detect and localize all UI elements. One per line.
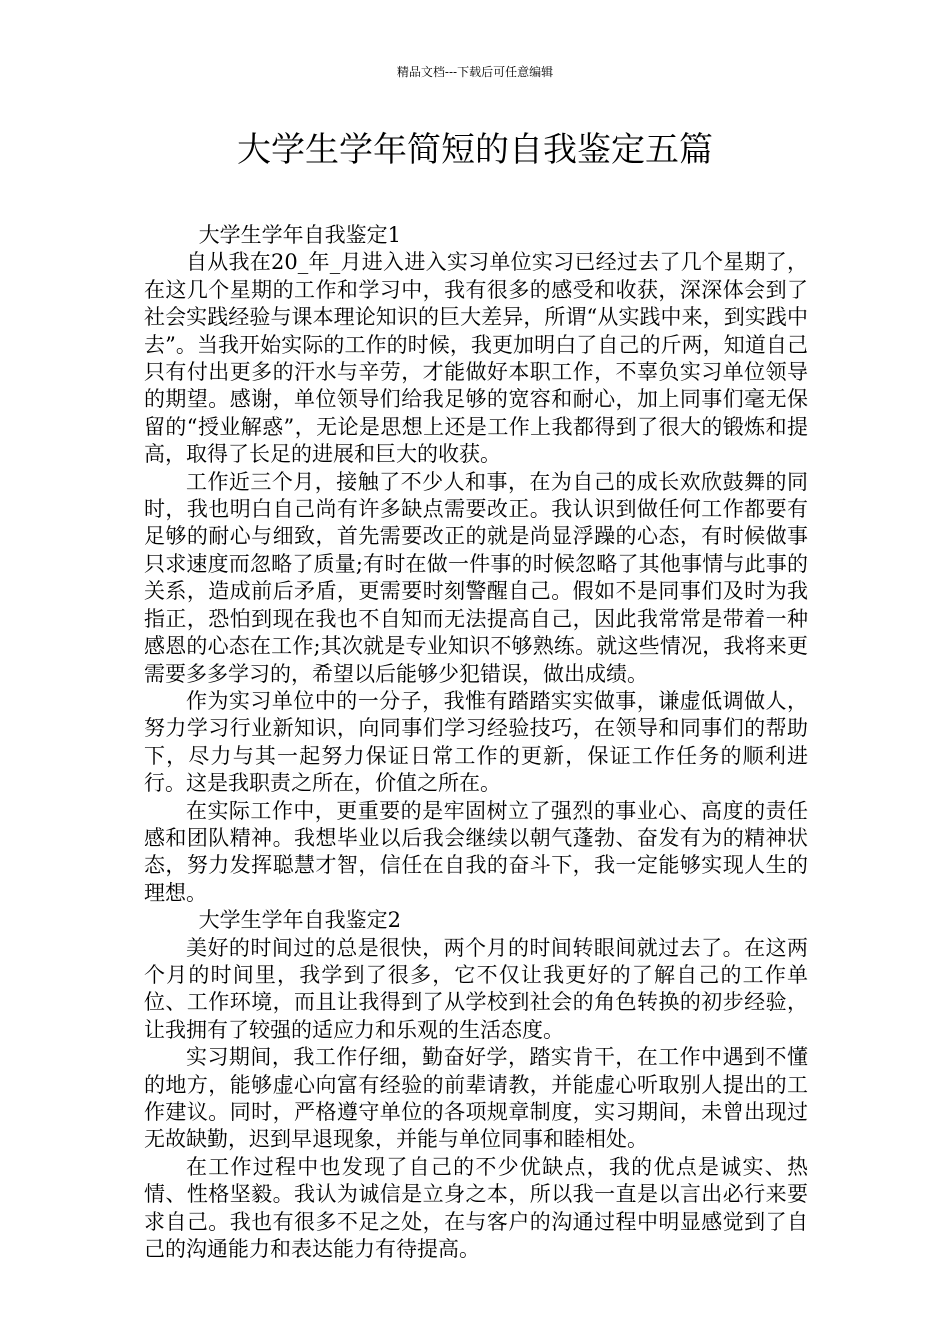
paragraph: 作为实习单位中的一分子，我惟有踏踏实实做事，谦虚低调做人，努力学习行业新知识，向同事们学习经验技巧，在领导和同事们的帮助下，尽力与其一起努力保证日常工作的更新，保证工作任务的顺利进行。这是我职责之所在，价值之所在。 <box>144 688 808 796</box>
paragraph: 在工作过程中也发现了自己的不少优缺点，我的优点是诚实、热情、性格坚毅。我认为诚信是立身之本，所以我一直是以言出必行来要求自己。我也有很多不足之处，在与客户的沟通过程中明显感觉到了自己的沟通能力和表达能力有待提高。 <box>144 1154 808 1262</box>
paragraph: 自从我在20_年_月进入进入实习单位实习已经过去了几个星期了，在这几个星期的工作和学习中，我有很多的感受和收获，深深体会到了社会实践经验与课本理论知识的巨大差异，所谓“从实践中来，到实践中去”。当我开始实际的工作的时候，我更加明白了自己的斤两，知道自己只有付出更多的汗水与辛劳，才能做好本职工作，不辜负实习单位领导的期望。感谢，单位领导们给我足够的宽容和耐心，加上同事们毫无保留的“授业解惑”，无论是思想上还是工作上我都得到了很大的锻炼和提高，取得了长足的进展和巨大的收获。 <box>144 250 808 467</box>
document-body <box>144 222 808 1263</box>
paragraph: 工作近三个月，接触了不少人和事，在为自己的成长欢欣鼓舞的同时，我也明白自己尚有许多缺点需要改正。我认识到做任何工作都要有足够的耐心与细致，首先需要改正的就是尚显浮躁的心态，有时候做事只求速度而忽略了质量;有时在做一件事的时候忽略了其他事情与此事的关系，造成前后矛盾，更需要时刻警醒自己。假如不是同事们及时为我指正，恐怕到现在我也不自知而无法提高自己，因此我常常是带着一种感恩的心态在工作;其次就是专业知识不够熟练。就这些情况，我将来更需要多多学习的，希望以后能够少犯错误，做出成绩。 <box>144 469 808 686</box>
header-note: 精品文档---下载后可任意编辑 <box>396 65 554 79</box>
paragraph: 美好的时间过的总是很快，两个月的时间转眼间就过去了。在这两个月的时间里，我学到了很多，它不仅让我更好的了解自己的工作单位、工作环境，而且让我得到了从学校到社会的角色转换的初步经验，让我拥有了较强的适应力和乐观的生活态度。 <box>144 935 808 1042</box>
paragraph: 在实际工作中，更重要的是牢固树立了强烈的事业心、高度的责任感和团队精神。我想毕业以后我会继续以朝气蓬勃、奋发有为的精神状态，努力发挥聪慧才智，信任在自我的奋斗下，我一定能够实现人生的理想。 <box>144 798 808 905</box>
document-title: 大学生学年简短的自我鉴定五篇 <box>237 130 713 170</box>
paragraph: 实习期间，我工作仔细，勤奋好学，踏实肯干，在工作中遇到不懂的地方，能够虚心向富有经验的前辈请教，并能虚心听取别人提出的工作建议。同时，严格遵守单位的各项规章制度，实习期间，未曾出现过无故缺勤，迟到早退现象，并能与单位同事和睦相处。 <box>144 1045 808 1152</box>
section-heading: 大学生学年自我鉴定1 <box>198 223 401 247</box>
section-heading: 大学生学年自我鉴定2 <box>198 908 401 933</box>
